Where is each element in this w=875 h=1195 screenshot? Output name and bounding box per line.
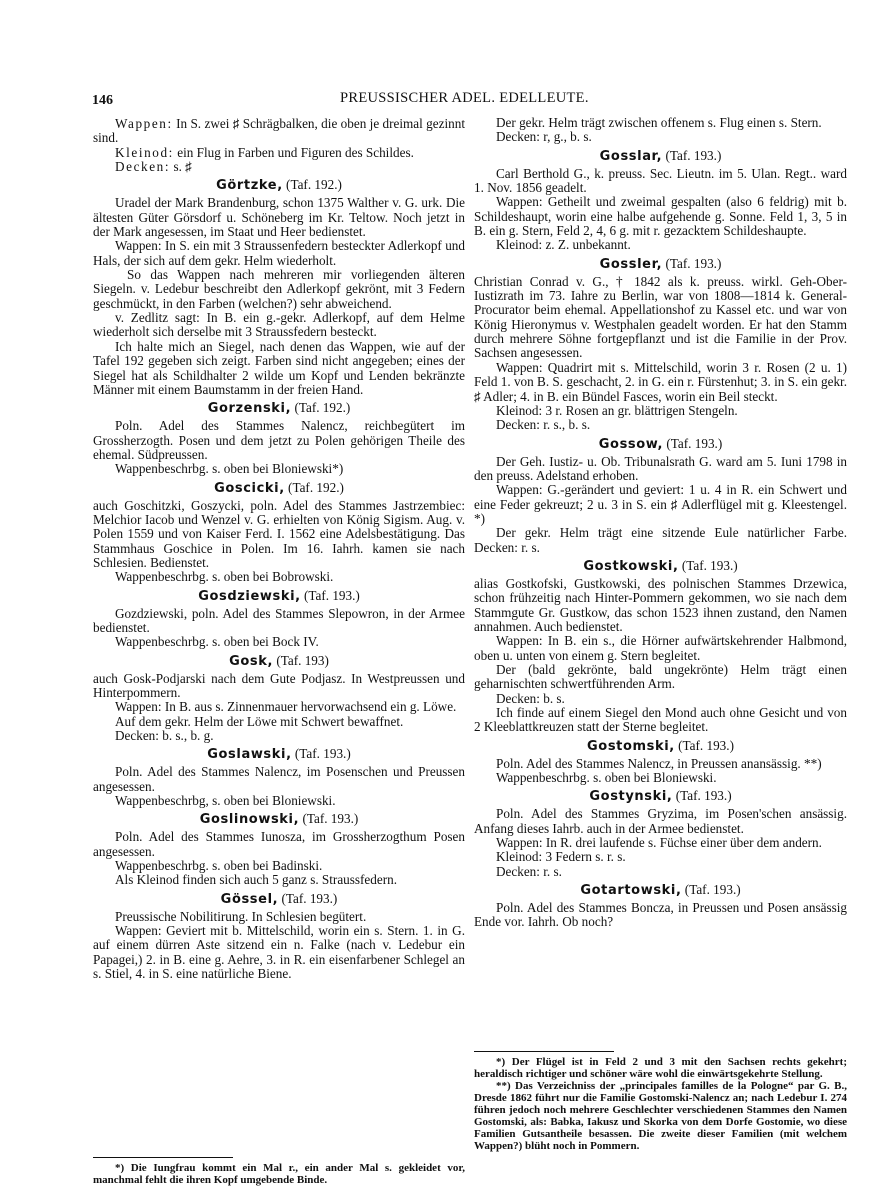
entry-paragraph: Wappen: In S. ein mit 3 Straussenfedern besteckter Adlerkopf und Hals, der sich auf dem gekr. Helm wiederholt. [93,238,465,268]
entry-heading-goscicki [93,480,465,497]
entry-name: Gosslar, [599,148,663,164]
footnote-divider [93,1157,233,1158]
entry-paragraph: Decken: b. s. [496,690,565,706]
entry-paragraph: Als Kleinod finden sich auch 5 ganz s. Straussfedern. [115,872,397,888]
entry-paragraph: Poln. Adel des Stammes Iunosza, im Grossherzogthum Posen angesessen. [93,829,465,859]
entry-heading-goslinowski [93,811,465,828]
entry-name: Gorzenski, [207,401,292,417]
plate-reference: (Taf. 193.) [281,890,338,906]
entry-paragraph: Poln. Adel des Stammes Gryzima, im Posen'schen ansässig. Anfang dieses Iahrb. auch in der Armee bedienstet. [474,806,847,836]
entry-paragraph: Wappenbeschrbg. s. oben bei Bloniewski*) [115,461,344,477]
entry-paragraph: Decken: r. s. [496,863,562,879]
entry-heading-goslawski [93,746,465,763]
field-label: Wappen: [115,116,173,131]
entry-name: Gostkowski, [583,558,679,574]
field-text: In S. zwei ♯ Schrägbalken, die oben je dreimal gezinnt sind. [93,116,465,146]
entry-paragraph: v. Zedlitz sagt: In B. ein g.-gekr. Adlerkopf, auf dem Helme wiederholt sich derselbe mit 3 Straussfedern besteckt. [93,310,465,340]
footnote: **) Das Verzeichniss der „principales familles de la Pologne“ par G. B., Dresde 1862 führt nur die Familie Gostomski-Nalencz an; nach Ledebur I. 274 führen jedoch noch mehrere Geschlechter verschiedenen Stammes den Namen Gostomski, als: Babka, Iakusz und Skorka von dem Dorfe Gostomie, wo diese Familien Gutsantheile besassen. Die zweite dieser Familien (mit welchem Wappen?) blüht noch in Pommern. [474,1080,847,1152]
entry-paragraph: Kleinod: z. Z. unbekannt. [496,237,631,253]
entry-paragraph: Wappen: Geviert mit b. Mittelschild, worin ein s. Stern. 1. in G. auf einem dürren Aste sitzend ein n. Falke (nach v. Ledebur ein Papagei,) 2. in B. eine g. Aehre, 3. in R. ein eisenfarbener Schlegel an s. Stiel, 4. in S. eine natürliche Biene. [93,923,465,982]
entry-paragraph: Poln. Adel des Stammes Nalencz, reichbegütert im Grossherzogth. Posen und dem jetzt zu Polen gehörigen Theile des ehemal. Südpreussen. [93,418,465,462]
entry-paragraph: Wappen: Quadrirt mit s. Mittelschild, worin 3 r. Rosen (2 u. 1) Feld 1. von B. S. geschacht, 2. in G. ein r. Fürstenhut; 3. in S. ein gekr. ♯ Adler; 4. in B. ein Bündel Fasces, worin ein Beil steckt. [474,359,847,404]
entry-paragraph: Auf dem gekr. Helm der Löwe mit Schwert bewaffnet. [115,713,404,729]
plate-reference: (Taf. 192.) [294,400,351,416]
entry-name: Gossow, [598,436,664,452]
entry-paragraph: Wappenbeschrbg, s. oben bei Bloniewski. [115,793,336,809]
entry-paragraph: Kleinod: 3 r. Rosen an gr. blättrigen Stengeln. [496,402,738,418]
entry-paragraph: Gozdziewski, poln. Adel des Stammes Slepowron, in der Armee bedienstet. [93,605,465,635]
intro-decken [93,160,465,174]
entry-heading-gorzenski [93,400,465,417]
plate-reference: (Taf. 193.) [678,737,734,753]
plate-reference: (Taf. 193.) [681,557,738,573]
entry-heading-gosslar [474,148,847,165]
plate-reference: (Taf. 193.) [665,255,722,271]
entry-paragraph: Uradel der Mark Brandenburg, schon 1375 Walther v. G. urk. Die ältesten Güter Görsdorf u. Schöneberg im Kr. Teltow. Noch jetzt in der Mark angesessen, im Staat und Heer bedienstet. [93,195,465,240]
entry-paragraph: auch Goschitzki, Goszycki, poln. Adel des Stammes Jastrzembiec: Melchior Iacob und Wenzel v. G. erhielten von König Sigism. Aug. v. Polen 1559 und von Kaiser Ferd. I. 1562 eine Adelsbestätigung. Das Stammhaus Goschice in Polen. Im 16. Iahrh. kamen sie nach Schlesien. Bedienstet. [93,497,465,570]
entry-heading-gosk [93,653,465,670]
entry-paragraph: Wappen: G.-gerändert und geviert: 1 u. 4 in R. ein Schwert und eine Feder gekreuzt; 2 u. 3 in S. ein ♯ Adlerflügel mit g. Kleestengel. *) [474,482,847,526]
plate-reference: (Taf. 193.) [675,788,732,804]
entry-name: Gössel, [220,891,279,907]
intro-paragraph: Der gekr. Helm trägt zwischen offenem s. Flug einen s. Stern. [496,115,822,130]
entry-heading-gostynski [474,788,847,805]
entry-heading-gosdziewski [93,588,465,605]
entry-paragraph: Poln. Adel des Stammes Nalencz, im Posenschen und Preussen angesessen. [93,764,465,794]
entry-paragraph: Poln. Adel des Stammes Nalencz, in Preussen anansässig. **) [496,755,822,771]
entry-paragraph: Poln. Adel des Stammes Boncza, in Preussen und Posen ansässig Ende vor. Iahrh. Ob noch? [474,900,847,930]
entry-paragraph: Wappenbeschrbg. s. oben bei Bobrowski. [115,569,334,585]
entry-heading-gostomski [474,738,847,755]
entry-paragraph: Decken: r. s., b. s. [496,417,591,433]
entry-name: Görtzke, [216,178,283,194]
field-label: Kleinod: [115,144,174,160]
left-footnote-block [93,1149,465,1186]
field-text: ein Flug in Farben und Figuren des Schildes. [173,144,414,160]
entry-heading-goertzke [93,177,465,194]
entry-name: Goslawski, [207,747,292,763]
entry-heading-gossler [474,256,847,273]
entry-paragraph: Ich halte mich an Siegel, nach denen das Wappen, wie auf der Tafel 192 gegeben sich zeigt. Farben sind nicht angegeben; eines der Siegel hat als Schildhalter 2 wilde um Kopf und Lenden bekränzte Männer mit einem Baumstamm in der freien Hand. [93,338,465,397]
entry-paragraph: Kleinod: 3 Federn s. r. s. [496,849,626,865]
entry-paragraph: Preussische Nobilitirung. In Schlesien begütert. [115,908,367,924]
entry-name: Gosk, [229,653,274,669]
entry-paragraph: Wappen: Getheilt und zweimal gespalten (also 6 feldrig) mit b. Schildeshaupt, worin eine halbe aufgehende g. Sonne. Feld 1, 3, 5 in B. ein g. Stern, Feld 2, 4, 6 g. mit r. gezacktem Schildeshaupte. [474,194,847,239]
entry-paragraph: Der (bald gekrönte, bald ungekrönte) Helm trägt einen geharnischten schwertführenden Arm. [474,662,847,692]
plate-reference: (Taf. 193.) [303,587,360,603]
running-head: PREUSSISCHER ADEL. EDELLEUTE. [340,90,589,106]
plate-reference: (Taf. 192.) [286,177,342,193]
entry-paragraph: Christian Conrad v. G., † 1842 als k. preuss. wirkl. Geh-Ober-Iustizrath im 73. Iahre zu Berlin, war von 1808—1814 k. General-Procurator beim ehemal. Appellationshof zu Kassel etc. und war von König Hieronymus v. Westphalen geadelt worden. Er hat den Stamm durch mehrere Söhne fortgepflanzt und ist die Familie in der Prov. Sachsen angesessen. [474,273,847,361]
entry-heading-gossow [474,436,847,453]
entry-paragraph: Wappenbeschrbg. s. oben bei Bock IV. [115,634,319,650]
entry-paragraph: Wappen: In R. drei laufende s. Füchse einer über dem andern. [496,835,822,851]
intro-paragraph: Decken: r, g., b. s. [496,129,592,145]
plate-reference: (Taf. 193.) [294,746,351,762]
entry-paragraph: Carl Berthold G., k. preuss. Sec. Lieutn. im 5. Ulan. Regt.. ward 1. Nov. 1856 geadelt. [474,165,847,196]
entry-paragraph: Wappen: In B. ein s., die Hörner aufwärtskehrender Halbmond, oben u. unten von einem g. Stern begleitet. [474,633,847,663]
plate-reference: (Taf. 193.) [666,435,723,451]
entry-paragraph: Wappen: In B. aus s. Zinnenmauer hervorwachsend ein g. Löwe. [115,699,457,715]
entry-paragraph: Wappenbeschrbg. s. oben bei Badinski. [115,858,323,874]
entry-paragraph: Ich finde auf einem Siegel den Mond auch ohne Gesicht und von 2 Kleeblattkreuzen statt der Sterne begleitet. [474,705,847,735]
footnote: *) Die Iungfrau kommt ein Mal r., ein ander Mal s. gekleidet vor, manchmal fehlt die ihren Kopf umgebende Binde. [93,1162,465,1186]
entry-heading-goessel [93,891,465,908]
entry-paragraph: Der Geh. Iustiz- u. Ob. Tribunalsrath G. ward am 5. Iuni 1798 in den preuss. Adelstand erhoben. [474,453,847,483]
field-label: Decken: [115,159,171,175]
entry-paragraph: Wappenbeschrbg. s. oben bei Bloniewski. [496,770,717,786]
right-footnote-block [474,1043,847,1152]
entry-paragraph: So das Wappen nach mehreren mir vorliegenden älteren Siegeln. v. Ledebur beschreibt den Adlerkopf gekrönt, mit 3 Federn geschmückt, in den Farben (welchen?) sehr abweichend. [93,267,465,311]
entry-paragraph: Der gekr. Helm trägt eine sitzende Eule natürlicher Farbe. Decken: r. s. [474,525,847,555]
entry-name: Gostomski, [587,738,675,754]
right-column [474,116,847,930]
entry-name: Gotartowski, [580,883,682,899]
intro-kleinod [93,146,465,160]
plate-reference: (Taf. 193.) [302,811,359,827]
entry-name: Goscicki, [214,480,285,496]
left-column [93,117,465,982]
entry-name: Gosdziewski, [198,588,301,604]
footnote: *) Der Flügel ist in Feld 2 und 3 mit den Sachsen rechts gekehrt; heraldisch richtiger und schöner wäre wohl die einwärtsgekehrte Stellung. [474,1056,847,1080]
plate-reference: (Taf. 193.) [665,147,722,163]
entry-paragraph: alias Gostkofski, Gustkowski, des polnischen Stammes Drzewica, schon frühzeitig nach Hinter-Pommern gekommen, wo sie nach dem Stammgute Gr. Gustkow, das schon 1523 ihnen zustand, den Namen annahmen. Auch bedienstet. [474,575,847,634]
field-text: s. ♯ [170,159,192,175]
entry-heading-gotartowski [474,882,847,899]
plate-reference: (Taf. 193) [276,652,329,668]
entry-paragraph: auch Gosk-Podjarski nach dem Gute Podjasz. In Westpreussen und Hinterpommern. [93,670,465,700]
plate-reference: (Taf. 193.) [684,882,741,898]
page-number: 146 [92,93,113,108]
entry-name: Gossler, [599,256,663,272]
entry-paragraph: Decken: b. s., b. g. [115,728,214,744]
footnote-divider [474,1051,614,1052]
entry-name: Goslinowski, [199,812,300,828]
entry-heading-gostkowski [474,558,847,575]
plate-reference: (Taf. 192.) [288,479,344,495]
entry-name: Gostynski, [589,789,673,805]
intro-wappen [93,117,465,146]
